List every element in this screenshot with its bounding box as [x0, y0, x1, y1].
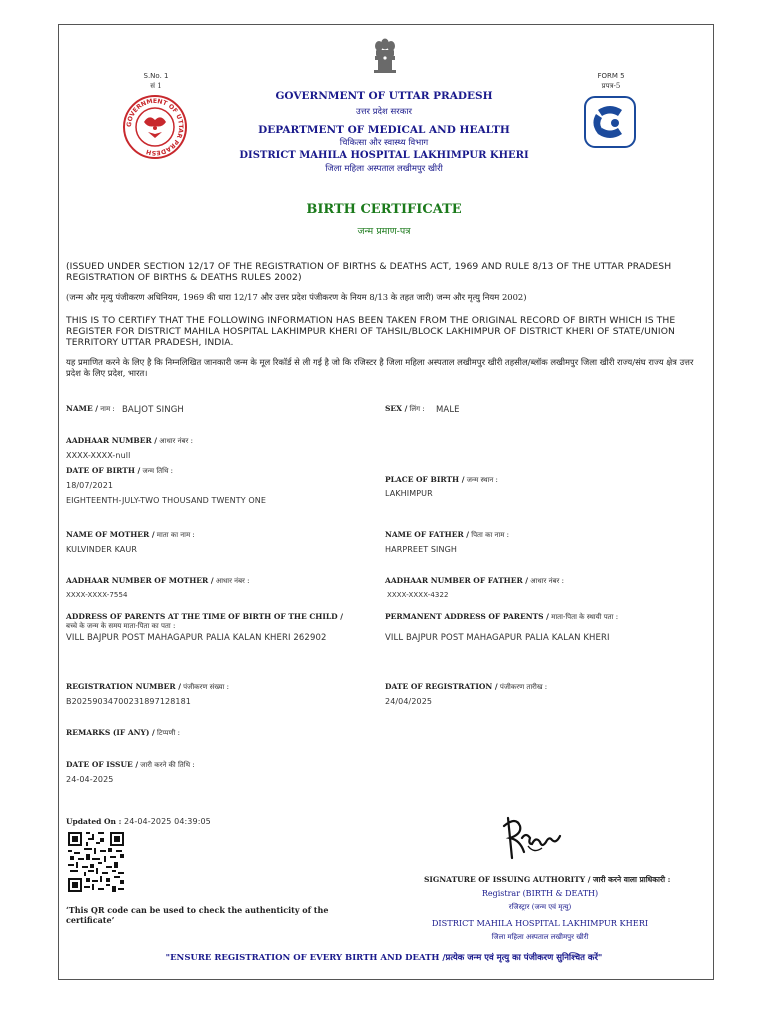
registration-number-label: REGISTRATION NUMBER / पंजीकरण संख्या : [66, 682, 229, 691]
dob-value: 18/07/2021 [66, 481, 114, 490]
registrar-title: Registrar (BIRTH & DEATH) [481, 889, 599, 898]
aadhaar-value: XXXX-XXXX-null [66, 451, 131, 460]
mother-name-label: NAME OF MOTHER / माता का नाम : [66, 530, 195, 539]
crs-logo-icon [584, 96, 636, 148]
mother-aadhaar-value: XXXX-XXXX-7554 [66, 591, 128, 599]
certify-text-hindi: यह प्रमाणित करने के लिए है कि निम्नलिखित जानकारी जन्म के मूल रिकॉर्ड से ली गई है जो कि रजिस्टर है जिला महिला अस्पताल लखीमपुर खीरी तहसील/ब्लॉक लखीमपुर जिला खीरी राज्य/संघ राज्य क्षेत्र उत्तर प्रदेश के लिए प्रदेश, भारत। [66, 357, 694, 378]
registration-date-value: 24/04/2025 [385, 697, 433, 706]
form-number: FORM 5 [597, 72, 625, 80]
serial-number-hindi: सं 1 [150, 82, 162, 90]
father-aadhaar-label: AADHAAR NUMBER OF FATHER / आधार नंबर : [385, 576, 564, 585]
aadhaar-label: AADHAAR NUMBER / आधार नंबर : [66, 436, 193, 445]
qr-note: ‘This QR code can be used to check the authenticity of the certificate’ [66, 905, 329, 925]
issued-under-text: (ISSUED UNDER SECTION 12/17 OF THE REGISTRATION OF BIRTHS & DEATHS ACT, 1969 AND RULE 8/13 OF THE UTTAR PRADESH REGISTRATION OF BIRTHS & DEATHS RULES 2002) [66, 261, 672, 283]
signature-label: SIGNATURE OF ISSUING AUTHORITY / जारी करने वाला प्राधिकारी : [424, 875, 671, 884]
dob-label: DATE OF BIRTH / जन्म तिथि : [66, 466, 173, 475]
pob-label: PLACE OF BIRTH / जन्म स्थान : [385, 475, 498, 484]
registration-number-value: B20259034700231897128181 [66, 697, 191, 706]
government-title: GOVERNMENT OF UTTAR PRADESH [275, 90, 493, 102]
department-title: DEPARTMENT OF MEDICAL AND HEALTH [258, 124, 510, 136]
government-title-hindi: उत्तर प्रदेश सरकार [356, 107, 412, 117]
signature [498, 812, 568, 864]
registration-date-label: DATE OF REGISTRATION / पंजीकरण तारीख : [385, 682, 548, 691]
name-value: BALJOT SINGH [122, 405, 184, 415]
issue-date-value: 24-04-2025 [66, 775, 114, 784]
birth-address-label: ADDRESS OF PARENTS AT THE TIME OF BIRTH OF THE CHILD / [66, 612, 344, 621]
permanent-address-label: PERMANENT ADDRESS OF PARENTS / माता-पिता के स्थायी पता : [385, 612, 619, 621]
birth-address-label-hindi: बच्चे के जन्म के समय माता-पिता का पता : [66, 622, 176, 630]
mother-name-value: KULVINDER KAUR [66, 545, 137, 554]
name-label: NAME / नाम : [66, 404, 115, 413]
birth-address-value: VILL BAJPUR POST MAHAGAPUR PALIA KALAN KHERI 262902 [66, 633, 327, 643]
mother-aadhaar-label: AADHAAR NUMBER OF MOTHER / आधार नंबर : [66, 576, 250, 585]
father-name-label: NAME OF FATHER / पिता का नाम : [385, 530, 509, 539]
slogan: "ENSURE REGISTRATION OF EVERY BIRTH AND DEATH /प्रत्येक जन्म एवं मृत्यु का पंजीकरण सुनिश्चित करें" [165, 953, 603, 963]
pob-value: LAKHIMPUR [385, 489, 433, 498]
certificate-title-hindi: जन्म प्रमाण-पत्र [357, 226, 411, 237]
up-government-seal-icon [122, 94, 188, 160]
sex-value: MALE [436, 405, 460, 415]
dob-words-value: EIGHTEENTH-JULY-TWO THOUSAND TWENTY ONE [66, 496, 267, 505]
hospital-title: DISTRICT MAHILA HOSPITAL LAKHIMPUR KHERI [239, 150, 529, 161]
father-aadhaar-value: XXXX-XXXX-4322 [387, 591, 449, 599]
sex-label: SEX / लिंग : [385, 404, 425, 413]
form-number-hindi: प्रपत्र-5 [601, 82, 621, 90]
national-emblem-icon [372, 38, 398, 76]
issued-under-text-hindi: (जन्म और मृत्यु पंजीकरण अधिनियम, 1969 की धारा 12/17 और उत्तर प्रदेश पंजीकरण के नियम 8/13 के तहत जारी) जन्म और मृत्यु नियम 2002) [66, 292, 527, 302]
remarks-label: REMARKS (IF ANY) / टिप्पणी : [66, 728, 180, 737]
certify-text: THIS IS TO CERTIFY THAT THE FOLLOWING INFORMATION HAS BEEN TAKEN FROM THE ORIGINAL RECORD OF BIRTH WHICH IS THE REGISTER FOR DISTRICT MAHILA HOSPITAL LAKHIMPUR KHERI OF TAHSIL/BLOCK LAKHIMPUR OF DISTRICT KHERI OF STATE/UNION TERRITORY UTTAR PRADESH, INDIA. [66, 315, 676, 348]
registrar-title-hindi: रजिस्ट्रार (जन्म एवं मृत्यु) [508, 903, 572, 911]
issue-date-label: DATE OF ISSUE / जारी करने की तिथि : [66, 760, 195, 769]
updated-on: Updated On : 24-04-2025 04:39:05 [66, 817, 211, 826]
certificate-title: BIRTH CERTIFICATE [306, 202, 462, 217]
qr-code [68, 832, 124, 892]
permanent-address-value: VILL BAJPUR POST MAHAGAPUR PALIA KALAN KHERI [385, 633, 610, 643]
seal-text: GOVERNMENT OF UTTAR PRADESH [125, 97, 185, 157]
authority-name-hindi: जिला महिला अस्पताल लखीमपुर खीरी [491, 933, 589, 941]
father-name-value: HARPREET SINGH [385, 545, 458, 554]
serial-number: S.No. 1 [143, 72, 169, 80]
authority-name: DISTRICT MAHILA HOSPITAL LAKHIMPUR KHERI [431, 918, 649, 928]
hospital-title-hindi: जिला महिला अस्पताल लखीमपुर खीरी [325, 164, 443, 174]
department-title-hindi: चिकित्सा और स्वास्थ्य विभाग [339, 138, 429, 148]
